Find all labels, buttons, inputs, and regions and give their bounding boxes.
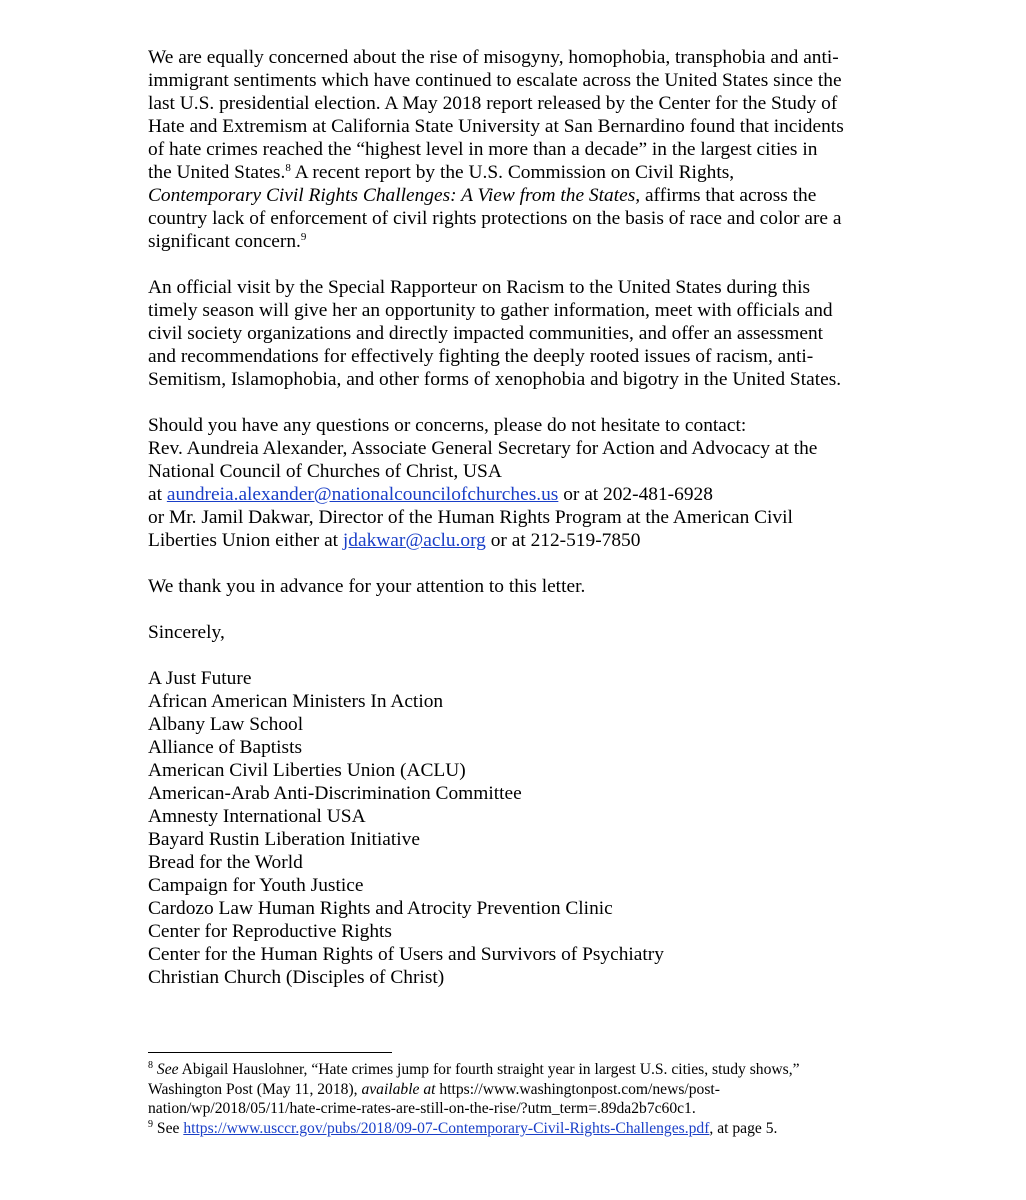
signatory-item: Albany Law School: [148, 714, 304, 735]
paragraph-line: [148, 230, 888, 253]
signatory-list: [148, 667, 888, 989]
closing: [148, 621, 888, 644]
text-fragment: A recent report by the U.S. Commission on Civil Rights,: [290, 162, 735, 183]
signatory-item: Amnesty International USA: [148, 806, 366, 827]
signatory-item: Cardozo Law Human Rights and Atrocity Prevention Clinic: [148, 898, 613, 919]
paragraph-hate-crimes: [148, 46, 888, 253]
report-title: Contemporary Civil Rights Challenges: A View from the States,: [148, 185, 641, 206]
email-link-dakwar[interactable]: jdakwar@aclu.org: [342, 530, 486, 551]
paragraph-official-visit: [148, 276, 888, 391]
signatory-item: Christian Church (Disciples of Christ): [148, 967, 445, 988]
citation-signal: available at: [361, 1080, 436, 1098]
text-fragment: https://www.washingtonpost.com/news/post-: [435, 1080, 720, 1098]
footnote-8-line: nation/wp/2018/05/11/hate-crime-rates-are-still-on-the-rise/?utm_term=.89da2b7c60c1.: [148, 1100, 696, 1118]
signatory-item: American-Arab Anti-Discrimination Committee: [148, 783, 522, 804]
text-fragment: significant concern.: [148, 231, 301, 252]
signatory-item: Center for the Human Rights of Users and Survivors of Psychiatry: [148, 944, 664, 965]
text-fragment: Abigail Hauslohner, “Hate crimes jump for fourth straight year in largest U.S. cities, study shows,”: [178, 1061, 800, 1078]
signatory-item: American Civil Liberties Union (ACLU): [148, 760, 466, 781]
phone-alexander: or at 202-481-6928: [558, 484, 713, 505]
footnote-8-line: [148, 1060, 908, 1080]
citation-signal: See: [156, 1061, 179, 1078]
paragraph-line: country lack of enforcement of civil rights protections on the basis of race and color are a: [148, 208, 842, 229]
paragraph-line: timely season will give her an opportunity to gather information, meet with officials and: [148, 300, 833, 321]
paragraph-line: National Council of Churches of Christ, USA: [148, 461, 502, 482]
footnote-ref-8: 8: [285, 162, 291, 174]
paragraph-line: civil society organizations and directly impacted communities, and offer an assessment: [148, 323, 824, 344]
paragraph-thanks: [148, 575, 888, 598]
paragraph-line: immigrant sentiments which have continued to escalate across the United States since the: [148, 70, 842, 91]
footnote-number-9: 9: [148, 1118, 153, 1130]
email-link-alexander[interactable]: aundreia.alexander@nationalcouncilofchurches.us: [166, 484, 559, 505]
footnotes: [148, 1060, 908, 1138]
footnote-separator: [148, 1052, 392, 1053]
footnote-9-line: [148, 1119, 908, 1139]
text-fragment: Washington Post (May 11, 2018),: [148, 1080, 362, 1098]
thanks-line: We thank you in advance for your attention to this letter.: [148, 576, 586, 597]
paragraph-line: [148, 529, 888, 552]
signatory-item: Center for Reproductive Rights: [148, 921, 392, 942]
paragraph-line: and recommendations for effectively fighting the deeply rooted issues of racism, anti-: [148, 346, 814, 367]
paragraph-line: Hate and Extremism at California State University at San Bernardino found that incidents: [148, 116, 844, 137]
footnote-8-line: [148, 1080, 908, 1100]
paragraph-line: An official visit by the Special Rapporteur on Racism to the United States during this: [148, 277, 811, 298]
signatory-item: A Just Future: [148, 668, 252, 689]
text-fragment: the United States.: [148, 162, 286, 183]
usccr-report-link[interactable]: https://www.usccr.gov/pubs/2018/09-07-Contemporary-Civil-Rights-Challenges.pdf: [183, 1119, 710, 1137]
paragraph-line: [148, 184, 888, 207]
text-fragment: affirms that across the: [640, 185, 817, 206]
signatory-item: African American Ministers In Action: [148, 691, 444, 712]
signatory-item: Alliance of Baptists: [148, 737, 303, 758]
paragraph-line: Semitism, Islamophobia, and other forms of xenophobia and bigotry in the United States.: [148, 369, 842, 390]
paragraph-contact: [148, 414, 888, 552]
paragraph-line: last U.S. presidential election. A May 2018 report released by the Center for the Study of: [148, 93, 838, 114]
text-fragment: at: [148, 484, 167, 505]
paragraph-line: [148, 483, 888, 506]
footnote-number-8: 8: [148, 1060, 153, 1071]
signatory-item: Campaign for Youth Justice: [148, 875, 364, 896]
footnote-ref-9: 9: [300, 231, 307, 243]
paragraph-line: Rev. Aundreia Alexander, Associate General Secretary for Action and Advocacy at the: [148, 438, 818, 459]
signatory-item: Bayard Rustin Liberation Initiative: [148, 829, 420, 850]
closing-line: Sincerely,: [148, 622, 225, 643]
text-fragment: See: [153, 1119, 184, 1137]
text-fragment: , at page 5.: [709, 1119, 778, 1137]
letter-body: [148, 46, 888, 989]
signatory-item: Bread for the World: [148, 852, 303, 873]
paragraph-line: of hate crimes reached the “highest level in more than a decade” in the largest cities in: [148, 139, 818, 160]
paragraph-line: or Mr. Jamil Dakwar, Director of the Human Rights Program at the American Civil: [148, 507, 793, 528]
paragraph-line: We are equally concerned about the rise of misogyny, homophobia, transphobia and anti-: [148, 47, 839, 68]
text-fragment: Liberties Union either at: [148, 530, 343, 551]
phone-dakwar: or at 212-519-7850: [485, 530, 641, 551]
paragraph-line: Should you have any questions or concerns, please do not hesitate to contact:: [148, 415, 747, 436]
paragraph-line: [148, 161, 888, 184]
